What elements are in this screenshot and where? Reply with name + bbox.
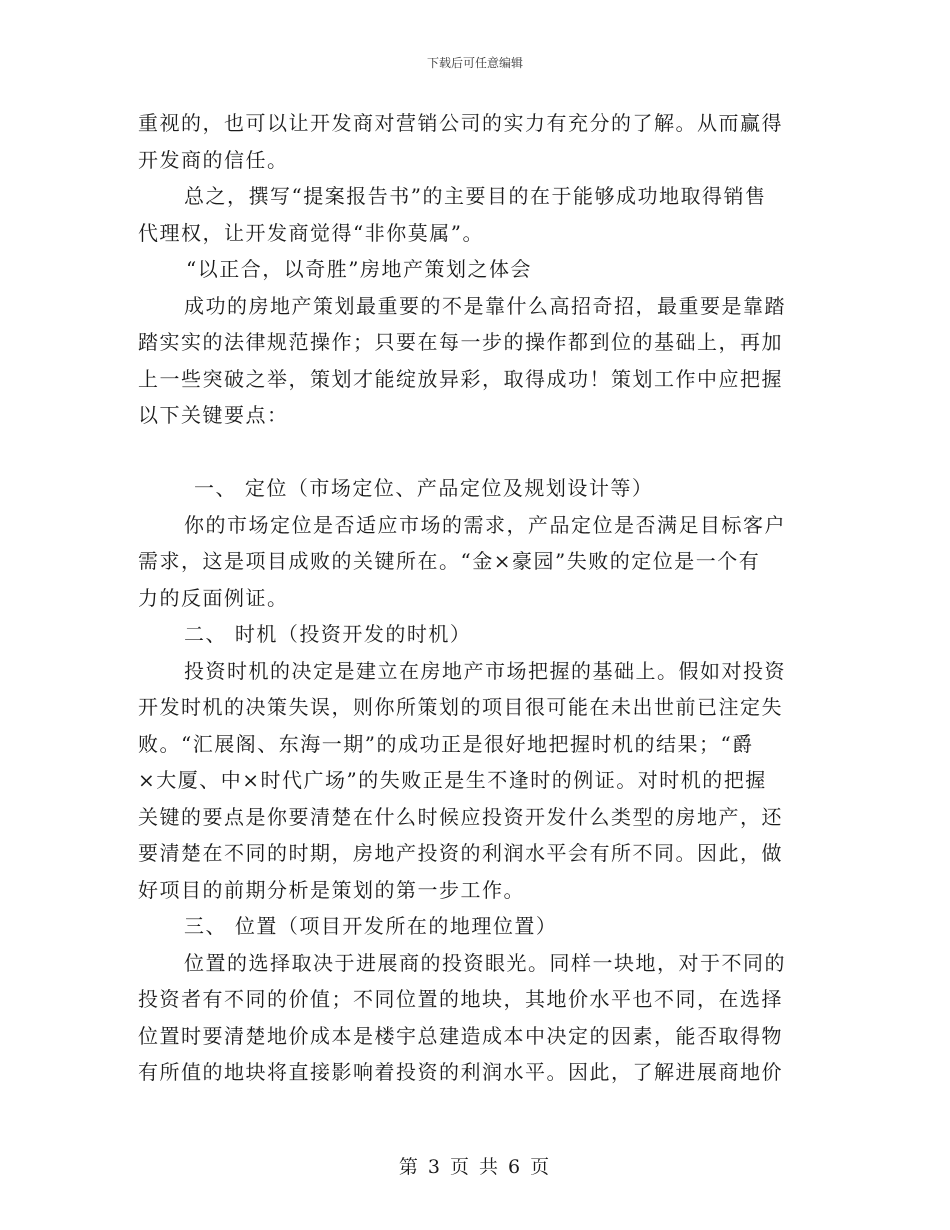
body-line: 需求，这是项目成败的关键所在。“金×豪园”失败的定位是一个有 [138,549,761,573]
section-heading: 一、 定位（市场定位、产品定位及规划设计等） [194,476,654,500]
section-heading: 三、 位置（项目开发所在的地理位置） [184,914,558,938]
body-line: 败。“汇展阁、东海一期”的成功正是很好地把握时机的结果；“爵 [138,731,754,756]
body-line: 你的市场定位是否适应市场的需求，产品定位是否满足目标客户 [184,512,786,537]
body-line: 关键的要点是你要清楚在什么时候应投资开发什么类型的房地产，还 [138,804,783,829]
section-heading: 二、 时机（投资开发的时机） [184,622,472,646]
body-line: 重视的，也可以让开发商对营销公司的实力有充分的了解。从而赢得 [138,111,783,135]
body-line: 力的反面例证。 [138,585,289,610]
body-line: 开发时机的决策失误，则你所策划的项目很可能在未出世前已注定失 [138,695,783,719]
body-line: 代理权，让开发商觉得“非你莫属”。 [138,220,484,245]
body-line: 要清楚在不同的时期，房地产投资的利润水平会有所不同。因此，做 [138,841,783,865]
body-line: 上一些突破之举，策划才能绽放异彩，取得成功！策划工作中应把握 [138,366,783,391]
page-footer: 第 3 页 共 6 页 [398,1156,552,1178]
page-header: 下载后可任意编辑 [426,56,523,70]
section-title: “以正合，以奇胜”房地产策划之体会 [186,257,532,281]
document-body [138,105,798,1091]
blank-line [138,434,798,471]
body-line: 总之，撰写“提案报告书”的主要目的在于能够成功地取得销售 [184,184,767,208]
body-line: 好项目的前期分析是策划的第一步工作。 [138,877,525,902]
body-line: 开发商的信任。 [138,147,289,172]
body-line: 踏实实的法律规范操作；只要在每一步的操作都到位的基础上，再加 [138,330,783,354]
body-line: 成功的房地产策划最重要的不是靠什么高招奇招，最重要是靠踏 [184,293,786,318]
body-line: 投资时机的决定是建立在房地产市场把握的基础上。假如对投资 [184,658,786,683]
body-line: 有所值的地块将直接影响着投资的利润水平。因此，了解进展商地价 [138,1060,783,1084]
body-line: ×大厦、中×时代广场”的失败正是生不逢时的例证。对时机的把握 [138,768,767,792]
body-line: 以下关键要点： [138,403,289,427]
body-line: 位置时要清楚地价成本是楼宇总建造成本中决定的因素，能否取得物 [138,1023,783,1048]
body-line: 投资者有不同的价值；不同位置的地块，其地价水平也不同，在选择 [138,987,783,1011]
body-line: 位置的选择取决于进展商的投资眼光。同样一块地，对于不同的 [184,950,786,975]
